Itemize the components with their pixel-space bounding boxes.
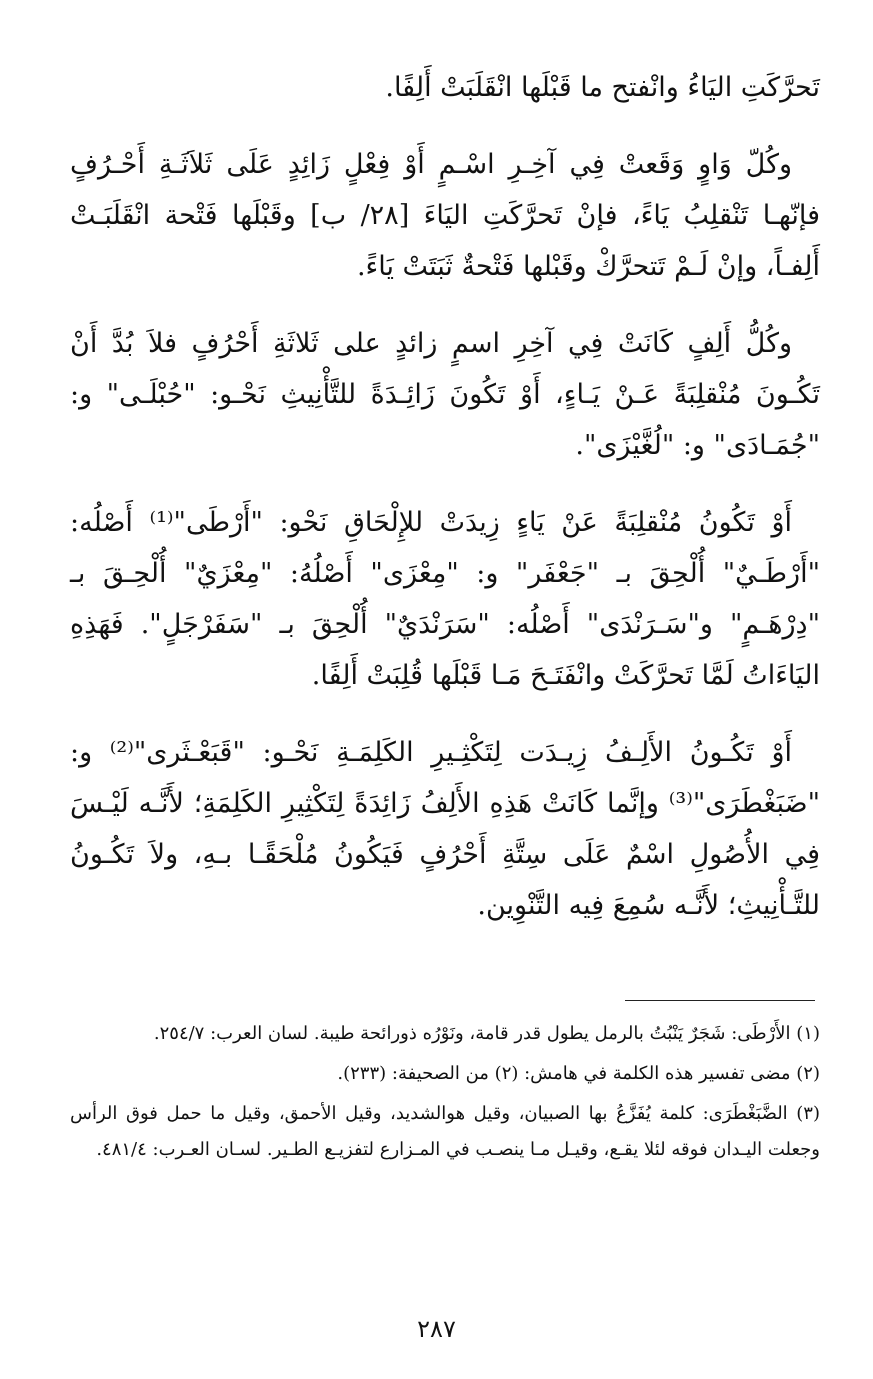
footnote-2: (٢) مضى تفسير هذه الكلمة في هامش: (٢) من الصحيفة: (٢٣٣). (337, 1063, 820, 1084)
paragraph-1: تَحرَّكَتِ اليَاءُ وانْفتح ما قَبْلَها انْقَلَبَتْ أَلِفًا. (385, 72, 820, 103)
paragraph-4: أَوْ تَكُونُ مُنْقلِبَةً عَنْ يَاءٍ زِيدَتْ للإِلْحَاقِ نَحْو: "أَرْطَى"⁽¹⁾ أَصْلُه: "أَرْطَـيٌ" أُلْحِقَ بـ "جَعْفَر" و: "مِعْزَى" أَصْلُهُ: "مِعْزَيٌ" أُلْحِـقَ بـ "دِرْهَـمٍ" و"سَـرَنْدَى" أَصْلُه: "سَرَنْدَيٌ" أُلْحِقَ بـ "سَفَرْجَلٍ". فَهَذِهِ اليَاءَاتُ لَمَّا تَحرَّكَتْ وانْفَتَـحَ مَـا قَبْلَها قُلِبَتْ أَلِفًا. (70, 507, 820, 691)
paragraph-5: أَوْ تَكُـونُ الأَلِـفُ زِيـدَت لِتَكْثِـيرِ الكَلِمَـةِ نَحْـو: "قَبَعْـثَرى"⁽²⁾ و: "ضَبَغْطَرَى"⁽³⁾ وإنَّما كَانَتْ هَذِهِ الأَلِفُ زَائِدَةً لِتَكْثِيرِ الكَلِمَةِ؛ لأَنَّـه لَيْـسَ فِي الأُصُولِ اسْمٌ عَلَى سِتَّةِ أَحْرُفٍ فَيَكُونُ مُلْحَقًـا بـهِ، ولاَ تَكُـونُ للتَّـأْنِيثِ؛ لأَنَّـه سُمِعَ فِيه التَّنْوِين. (70, 737, 820, 921)
footnote-1: (١) الأَرْطَى: شَجَرٌ يَنْبُتُ بالرمل يطول قدر قامة، ونَوْرُه ذورائحة طيبة. لسان العرب: ٢٥٤/٧. (153, 1023, 820, 1044)
footnotes (70, 1016, 820, 1172)
main-text (70, 62, 820, 957)
footnote-3: (٣) الضَّبَغْطَرَى: كلمة يُفَزَّعُ بها الصبيان، وقيل هوالشديد، وقيل الأحمق، وقيل ما حمل فوق الرأس وجعلت اليـدان فوقه لئلا يقـع، وقيـل مـا ينصـب في المـزارع لتفزيـع الطـير. لسـان العـرب: ٤٨١/٤. (70, 1103, 820, 1160)
paragraph-2: وكُلّ وَاوٍ وَقَعتْ فِي آخِـرِ اسْـمٍ أَوْ فِعْلٍ زَائِدٍ عَلَى ثَلاَثَـةِ أَحْـرُفٍ فإنّهـا تَنْقلِبُ يَاءً، فإنْ تَحرَّكَتِ اليَاءَ [٢٨/ ب] وقَبْلَها فَتْحة انْقَلَبَـتْ أَلِفـاً، وإنْ لَـمْ تَتحرَّكْ وقَبْلها فَتْحةٌ ثَبَتَتْ يَاءً. (70, 149, 820, 282)
footnote-separator (625, 1000, 815, 1001)
page-number: ٢٨٧ (417, 1315, 456, 1343)
paragraph-3: وكُلُّ أَلِفٍ كَانَتْ فِي آخِرِ اسمٍ زائدٍ على ثَلاثَةِ أَحْرُفٍ فلاَ بُدَّ أَنْ تَكُـونَ مُنْقلِبَةً عَـنْ يَـاءٍ، أَوْ تَكُونَ زَائِـدَةً للتَّأْنِيثِ نَحْـو: "حُبْلَـى" و: "جُمَـادَى" و: "لُغَّيْزَى". (70, 328, 820, 461)
